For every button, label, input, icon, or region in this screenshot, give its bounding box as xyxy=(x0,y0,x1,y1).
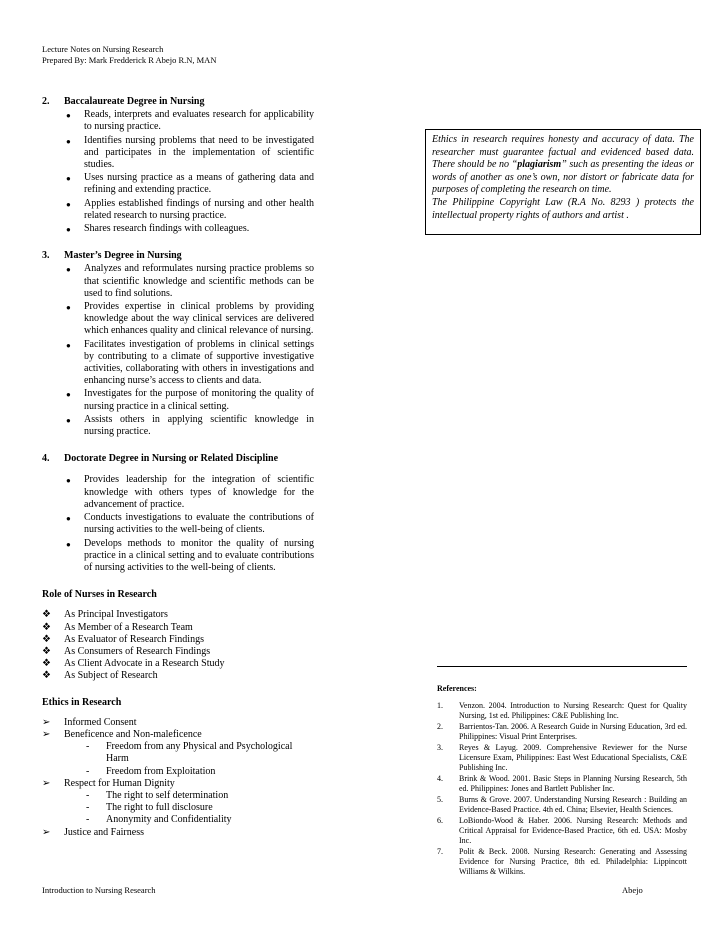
callout-copyright: The Philippine Copyright Law (R.A No. 8293 ) protects the intellectual property rights of authors and artist . xyxy=(432,196,694,221)
list-item: ● Shares research findings with colleagues. xyxy=(64,223,314,235)
sub-item: - Anonymity and Confidentiality xyxy=(86,814,314,826)
roles-title: Role of Nurses in Research xyxy=(42,589,157,601)
list-item: ● Develops methods to monitor the quality of nursing practice in a clinical setting and to evaluate contributions of nursing activities to the well-being of clients. xyxy=(64,538,314,575)
list-item: ❖ As Principal Investigators xyxy=(42,609,314,621)
roles-section xyxy=(42,589,314,682)
list-item: ❖ As Subject of Research xyxy=(42,670,314,682)
callout-paragraph: Ethics in research requires honesty and accuracy of data. The researcher must guarantee factual and evidenced based data. There should be no “plagiarism” such as presenting the ideas or words of another as one’s own, nor distort or fabricate data for purposes of completing the research on time. xyxy=(432,134,694,196)
reference-item: 4. Brink & Wood. 2001. Basic Steps in Planning Nursing Research, 5th ed. Philippines: Jones and Bartlett Publisher Inc. xyxy=(437,774,687,793)
ethics-callout-box xyxy=(425,129,701,235)
list-item: ● Reads, interprets and evaluates research for applicability to nursing practice. xyxy=(64,109,314,133)
list-item: ❖ As Consumers of Research Findings xyxy=(42,646,314,658)
section-masters xyxy=(42,250,314,438)
bullet-list xyxy=(42,474,314,574)
references-list xyxy=(437,701,687,877)
page-header xyxy=(42,44,216,66)
sub-item: - The right to full disclosure xyxy=(86,802,314,814)
reference-item: 3. Reyes & Layug. 2009. Comprehensive Reviewer for the Nurse Licensure Exam, Philippines: East West Educational Specialists, C&E Publishing Inc. xyxy=(437,743,687,772)
bullet-list xyxy=(42,109,314,235)
footer-right: Abejo xyxy=(622,885,643,895)
list-item: ❖ As Evaluator of Research Findings xyxy=(42,634,314,646)
page-footer xyxy=(42,885,702,895)
list-item: ● Facilitates investigation of problems in clinical settings by contributing to a climate of supportive investigative activities, collaborating with others in investigations and enhancing nurse’s access to clients and data. xyxy=(64,339,314,388)
sub-item: - Freedom from any Physical and Psychological Harm xyxy=(86,741,314,765)
list-item: ❖ As Client Advocate in a Research Study xyxy=(42,658,314,670)
list-item: ● Investigates for the purpose of monitoring the quality of nursing practice in a clinical setting. xyxy=(64,388,314,412)
divider-line xyxy=(437,666,687,667)
left-column xyxy=(42,96,314,839)
list-item: ● Analyzes and reformulates nursing practice problems so that scientific knowledge and scientific methods can be used to find solutions. xyxy=(64,263,314,300)
list-item: ● Provides leadership for the integration of scientific knowledge with others types of knowledge for the advancement of practice. xyxy=(64,474,314,511)
list-item: ➢ Informed Consent xyxy=(42,717,314,729)
list-item: ● Uses nursing practice as a means of gathering data and refining and extending practice. xyxy=(64,172,314,196)
list-item: ● Conducts investigations to evaluate the contributions of nursing activities to the well-being of clients. xyxy=(64,512,314,536)
reference-item: 2. Barrientos-Tan. 2006. A Research Guide in Nursing Education, 3rd ed. Philippines: Visual Print Enterprises. xyxy=(437,722,687,741)
section-title: 4. Doctorate Degree in Nursing or Related Discipline xyxy=(42,453,279,465)
section-baccalaureate xyxy=(42,96,314,235)
reference-item: 5. Burns & Grove. 2007. Understanding Nursing Research : Building an Evidence-Based Practice. 4th ed. China; Elsevier, Health Sciences. xyxy=(437,795,687,814)
list-item: ➢ Beneficence and Non-maleficence - Freedom from any Physical and Psychological Harm - Freedom from Exploitation xyxy=(42,729,314,778)
footer-left: Introduction to Nursing Research xyxy=(42,885,156,895)
header-line-2: Prepared By: Mark Fredderick R Abejo R.N, MAN xyxy=(42,55,217,65)
bullet-list xyxy=(42,263,314,438)
references-section xyxy=(437,684,687,878)
list-item: ➢ Respect for Human Dignity - The right to self determination - The right to full disclosure - Anonymity and Confidentiality xyxy=(42,778,314,827)
section-doctorate xyxy=(42,453,314,574)
plagiarism-term: plagiarism xyxy=(517,159,562,171)
ethics-section xyxy=(42,697,314,839)
sub-list xyxy=(64,790,314,827)
section-title: 3. Master’s Degree in Nursing xyxy=(42,250,182,262)
roles-list xyxy=(42,609,314,682)
reference-item: 7. Polit & Beck. 2008. Nursing Research: Generating and Assessing Evidence for Nursing Practice, 8th ed. Philadelphia: Lippincott Williams & Wilkins. xyxy=(437,847,687,876)
list-item: ● Assists others in applying scientific knowledge in nursing practice. xyxy=(64,414,314,438)
sub-item: - Freedom from Exploitation xyxy=(86,766,314,778)
reference-item: 6. LoBiondo-Wood & Haber. 2006. Nursing Research: Methods and Critical Appraisal for Evidence-Based Practice, 6th ed. USA: Mosby Inc. xyxy=(437,816,687,845)
sub-item: - The right to self determination xyxy=(86,790,314,802)
header-line-1: Lecture Notes on Nursing Research xyxy=(42,44,164,54)
list-item: ● Applies established findings of nursing and other health related research to nursing practice. xyxy=(64,198,314,222)
sub-list xyxy=(64,741,314,778)
references-title: References: xyxy=(437,684,477,693)
list-item: ❖ As Member of a Research Team xyxy=(42,622,314,634)
ethics-list xyxy=(42,717,314,839)
list-item: ● Provides expertise in clinical problems by providing knowledge about the way clinical services are delivered which enhances quality and clinical relevance of nursing. xyxy=(64,301,314,338)
reference-item: 1. Venzon. 2004. Introduction to Nursing Research: Quest for Quality Nursing, 1st ed. Philippines: C&E Publishing Inc. xyxy=(437,701,687,720)
section-title: 2. Baccalaureate Degree in Nursing xyxy=(42,96,205,107)
list-item: ● Identifies nursing problems that need to be investigated and participates in the implementation of scientific studies. xyxy=(64,135,314,172)
list-item: ➢ Justice and Fairness xyxy=(42,827,314,839)
ethics-title: Ethics in Research xyxy=(42,696,122,708)
